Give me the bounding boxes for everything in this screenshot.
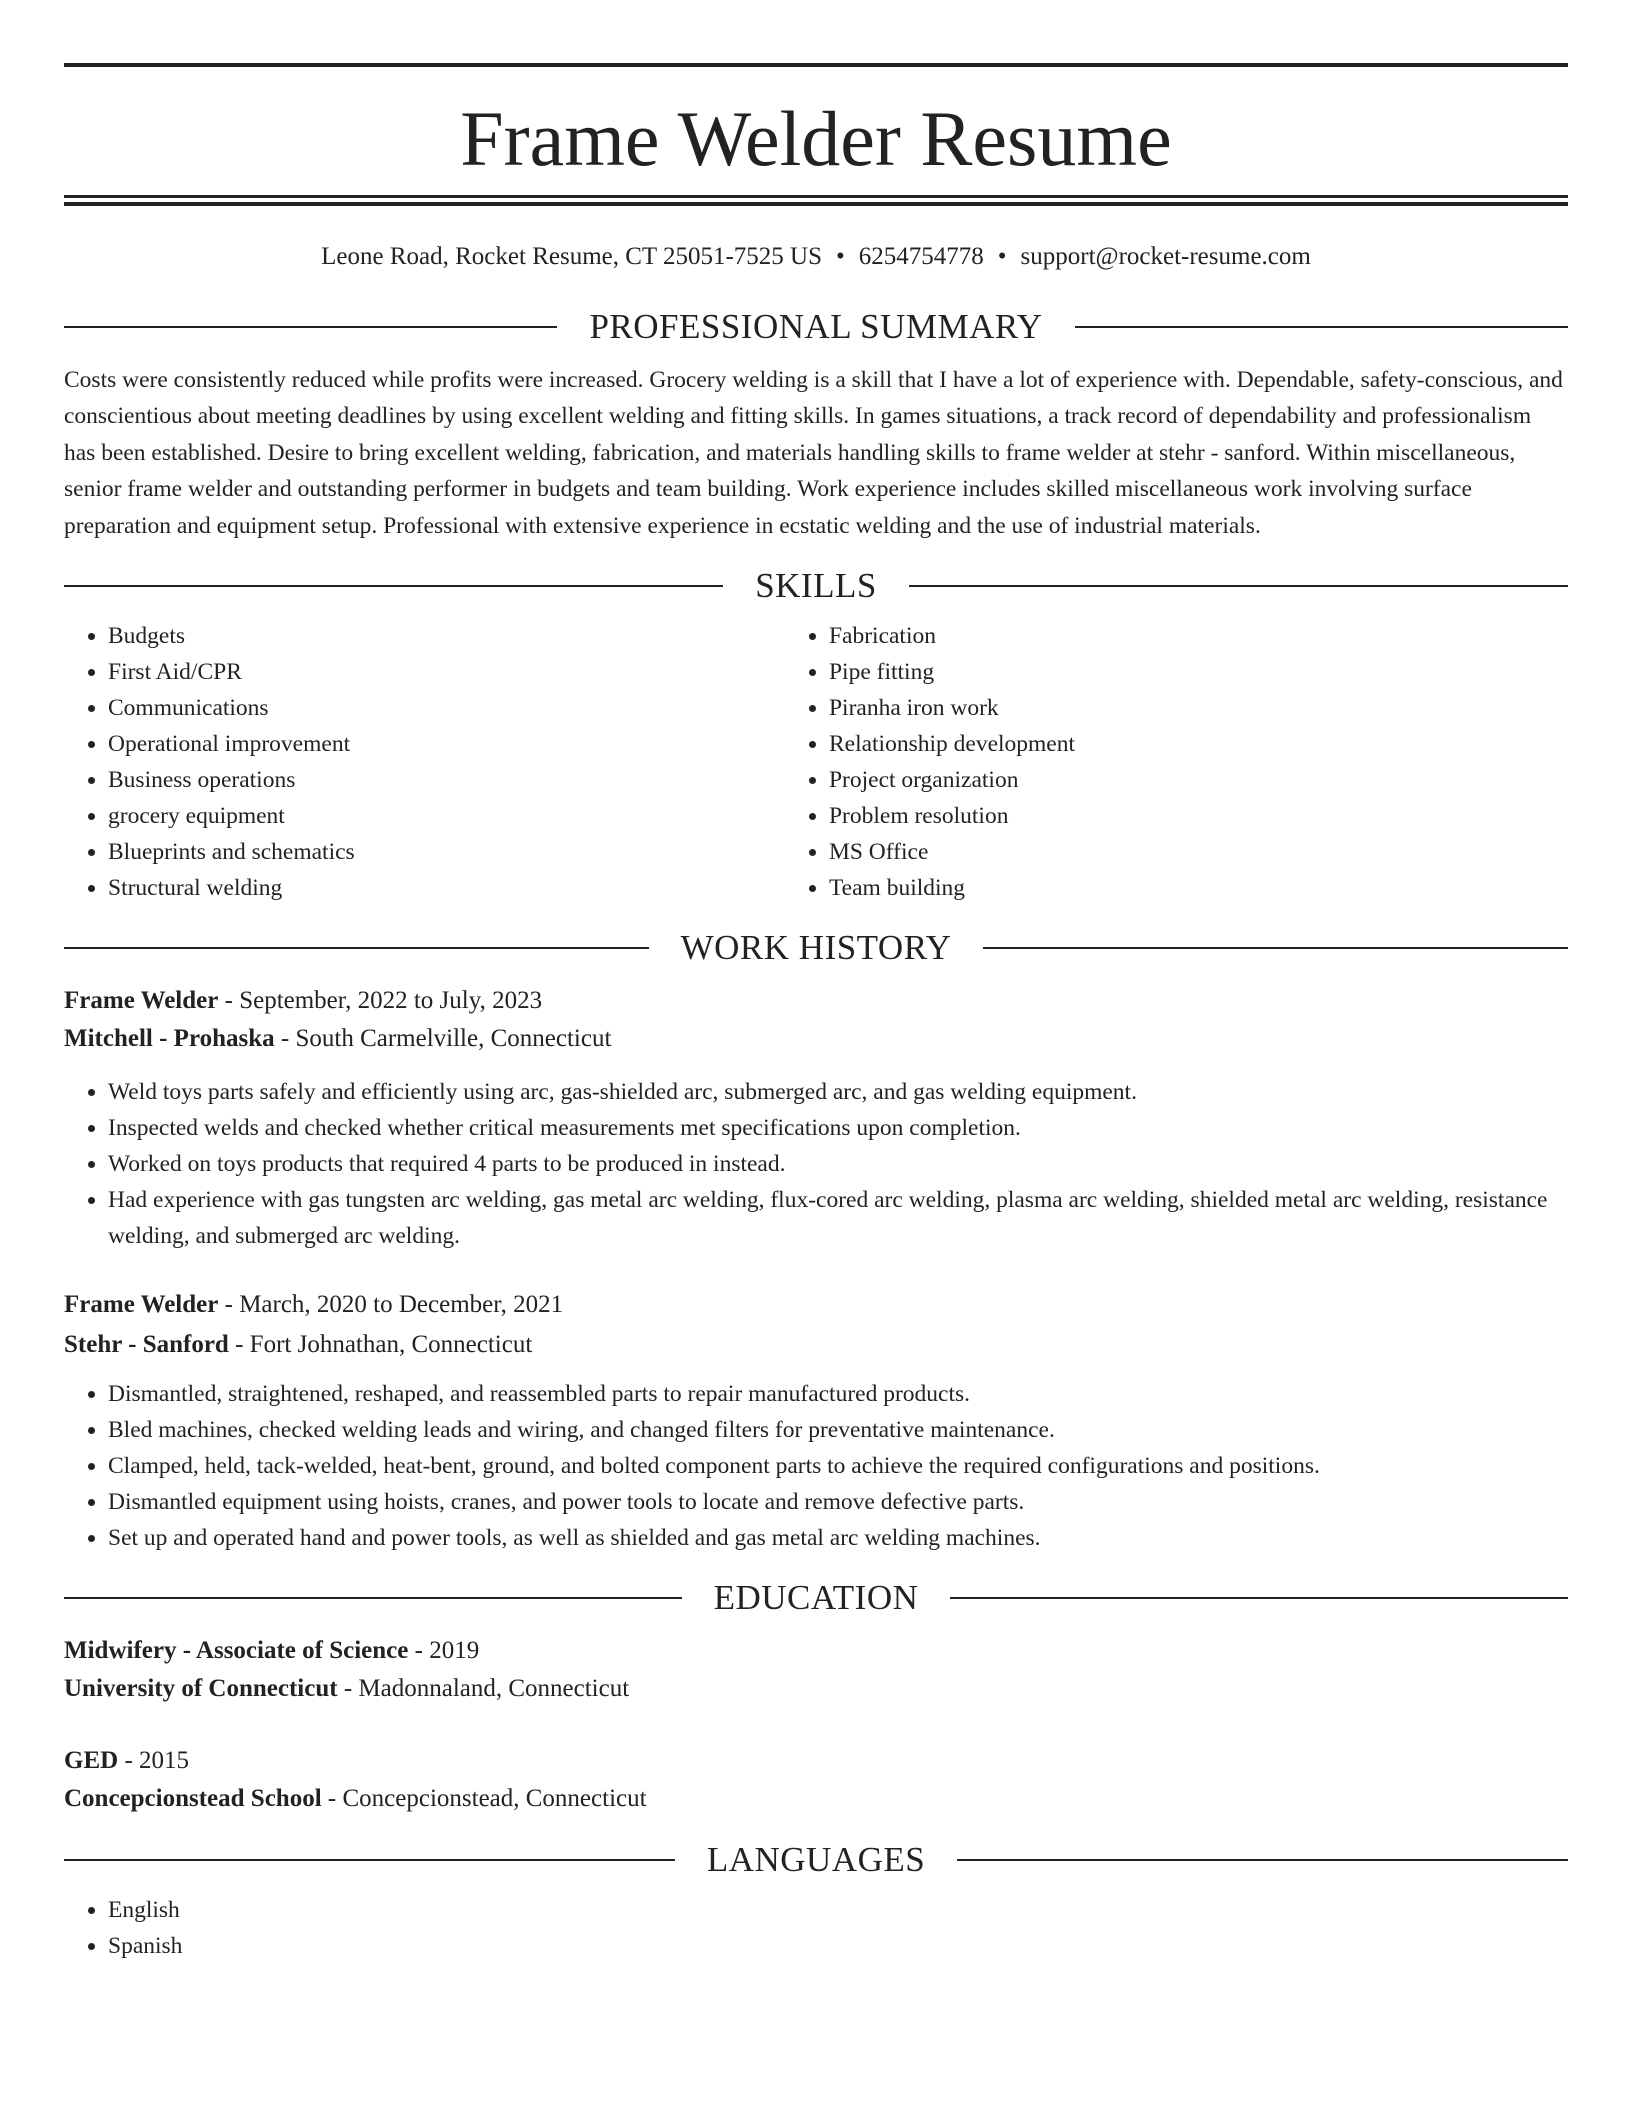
school-location: Madonnaland, Connecticut [358, 1675, 630, 1703]
skill-item: • First Aid/CPR [108, 654, 785, 690]
skill-item: • grocery equipment [108, 798, 785, 834]
skill-item: • Operational improvement [108, 726, 785, 762]
skills-left-column [64, 618, 785, 906]
duty-item: • Bled machines, checked welding leads and wiring, and changed filters for preventative maintenance. [108, 1412, 1568, 1448]
work-heading [64, 928, 1568, 968]
duty-item: • Dismantled, straightened, reshaped, and reassembled parts to repair manufactured products. [108, 1376, 1568, 1412]
education-heading [64, 1578, 1568, 1618]
job-dates: September, 2022 to July, 2023 [239, 987, 543, 1015]
section-title: LANGUAGES [706, 1840, 926, 1880]
heading-rule [64, 947, 649, 949]
contact-address: Leone Road, Rocket Resume, CT 25051-7525 US [321, 243, 823, 270]
skills-right-column [785, 618, 1568, 906]
job-title-line: Frame Welder - March, 2020 to December, 2021 [64, 1291, 564, 1319]
language-item: • English [108, 1892, 1568, 1928]
graduation-year: 2015 [139, 1747, 190, 1775]
skills-list [64, 618, 1568, 906]
summary-text: Costs were consistently reduced while profits were increased. Grocery welding is a skill that I have a lot of experience with. Dependable, safety-conscious, and conscientious about meeting deadlines by using excellent welding and fitting skills. In games situations, a track record of dependability and professionalism has been established. Desire to bring excellent welding, fabrication, and materials handling skills to frame welder at stehr - sanford. Within miscellaneous, senior frame welder and outstanding performer in budgets and team building. Work experience includes skilled miscellaneous work involving surface preparation and equipment setup. Professional with extensive experience in ecstatic welding and the use of industrial materials. [64, 367, 1563, 539]
skill-item: • Business operations [108, 762, 785, 798]
education-entry [64, 1742, 1568, 1818]
contact-line [64, 242, 1568, 272]
duty-item: • Weld toys parts safely and efficiently using arc, gas-shielded arc, submerged arc, and gas welding equipment. [108, 1074, 1568, 1110]
resume-page [64, 0, 1568, 1964]
job-duties [64, 1074, 1568, 1254]
job-dates: March, 2020 to December, 2021 [239, 1291, 564, 1319]
job-entry [64, 1286, 1568, 1556]
degree-line: GED - 2015 [64, 1747, 190, 1775]
duty-item: • Had experience with gas tungsten arc welding, gas metal arc welding, flux-cored arc welding, plasma arc welding, shielded metal arc welding, resistance welding, and submerged arc welding. [108, 1182, 1568, 1254]
heading-rule [950, 1597, 1568, 1599]
language-item: • Spanish [108, 1928, 1568, 1964]
school: University of Connecticut [64, 1675, 338, 1703]
skill-item: • Budgets [108, 618, 785, 654]
duty-item: • Worked on toys products that required 4 parts to be produced in instead. [108, 1146, 1568, 1182]
skill-item: • Structural welding [108, 870, 785, 906]
skills-heading [64, 566, 1568, 606]
heading-rule [64, 326, 557, 328]
heading-rule [64, 1859, 675, 1861]
duty-item: • Inspected welds and checked whether critical measurements met specifications upon completion. [108, 1110, 1568, 1146]
job-title: Frame Welder [64, 987, 219, 1015]
skill-item: • Pipe fitting [829, 654, 1568, 690]
skill-item: • Piranha iron work [829, 690, 1568, 726]
degree: Midwifery - Associate of Science [64, 1637, 409, 1665]
section-title: WORK HISTORY [680, 928, 952, 968]
heading-rule [957, 1859, 1568, 1861]
skill-item: • MS Office [829, 834, 1568, 870]
title-double-rule [64, 195, 1568, 206]
job-company-line: Mitchell - Prohaska - South Carmelville, Connecticut [64, 1025, 612, 1053]
contact-phone: 6254754778 [858, 243, 984, 270]
school: Concepcionstead School [64, 1785, 322, 1813]
degree: GED [64, 1747, 119, 1775]
heading-rule [983, 947, 1568, 949]
skill-item: • Problem resolution [829, 798, 1568, 834]
languages-heading [64, 1840, 1568, 1880]
contact-email: support@rocket-resume.com [1020, 243, 1311, 270]
job-location: South Carmelville, Connecticut [295, 1025, 612, 1053]
skill-item: • Project organization [829, 762, 1568, 798]
heading-rule [1075, 326, 1568, 328]
skill-item: • Team building [829, 870, 1568, 906]
job-location: Fort Johnathan, Connecticut [249, 1331, 533, 1359]
section-title: EDUCATION [713, 1578, 919, 1618]
school-line: Concepcionstead School - Concepcionstead, Connecticut [64, 1785, 647, 1813]
duty-item: • Clamped, held, tack-welded, heat-bent, ground, and bolted component parts to achieve the required configurations and positions. [108, 1448, 1568, 1484]
school-location: Concepcionstead, Connecticut [342, 1785, 647, 1813]
job-entry [64, 982, 1568, 1254]
heading-rule [64, 1597, 682, 1599]
skill-item: • Communications [108, 690, 785, 726]
section-title: SKILLS [755, 566, 877, 606]
graduation-year: 2019 [429, 1637, 480, 1665]
skill-item: • Relationship development [829, 726, 1568, 762]
degree-line: Midwifery - Associate of Science - 2019 [64, 1637, 480, 1665]
job-title-line: Frame Welder - September, 2022 to July, 2023 [64, 987, 543, 1015]
job-company: Mitchell - Prohaska [64, 1025, 275, 1053]
summary-heading [64, 307, 1568, 347]
section-title: PROFESSIONAL SUMMARY [589, 307, 1043, 346]
languages-list [64, 1892, 1568, 1964]
duty-item: • Set up and operated hand and power tools, as well as shielded and gas metal arc welding machines. [108, 1520, 1568, 1556]
skill-item: • Blueprints and schematics [108, 834, 785, 870]
duty-item: • Dismantled equipment using hoists, cranes, and power tools to locate and remove defective parts. [108, 1484, 1568, 1520]
education-entry [64, 1632, 1568, 1708]
job-duties [64, 1376, 1568, 1556]
contact-separator: • [836, 243, 845, 270]
skill-item: • Fabrication [829, 618, 1568, 654]
job-title: Frame Welder [64, 1291, 219, 1319]
job-company: Stehr - Sanford [64, 1331, 229, 1359]
contact-separator: • [997, 243, 1007, 270]
job-company-line: Stehr - Sanford - Fort Johnathan, Connecticut [64, 1331, 533, 1359]
heading-rule [909, 585, 1568, 587]
school-line: University of Connecticut - Madonnaland, Connecticut [64, 1675, 630, 1703]
heading-rule [64, 585, 723, 587]
resume-title: Frame Welder Resume [460, 95, 1172, 182]
